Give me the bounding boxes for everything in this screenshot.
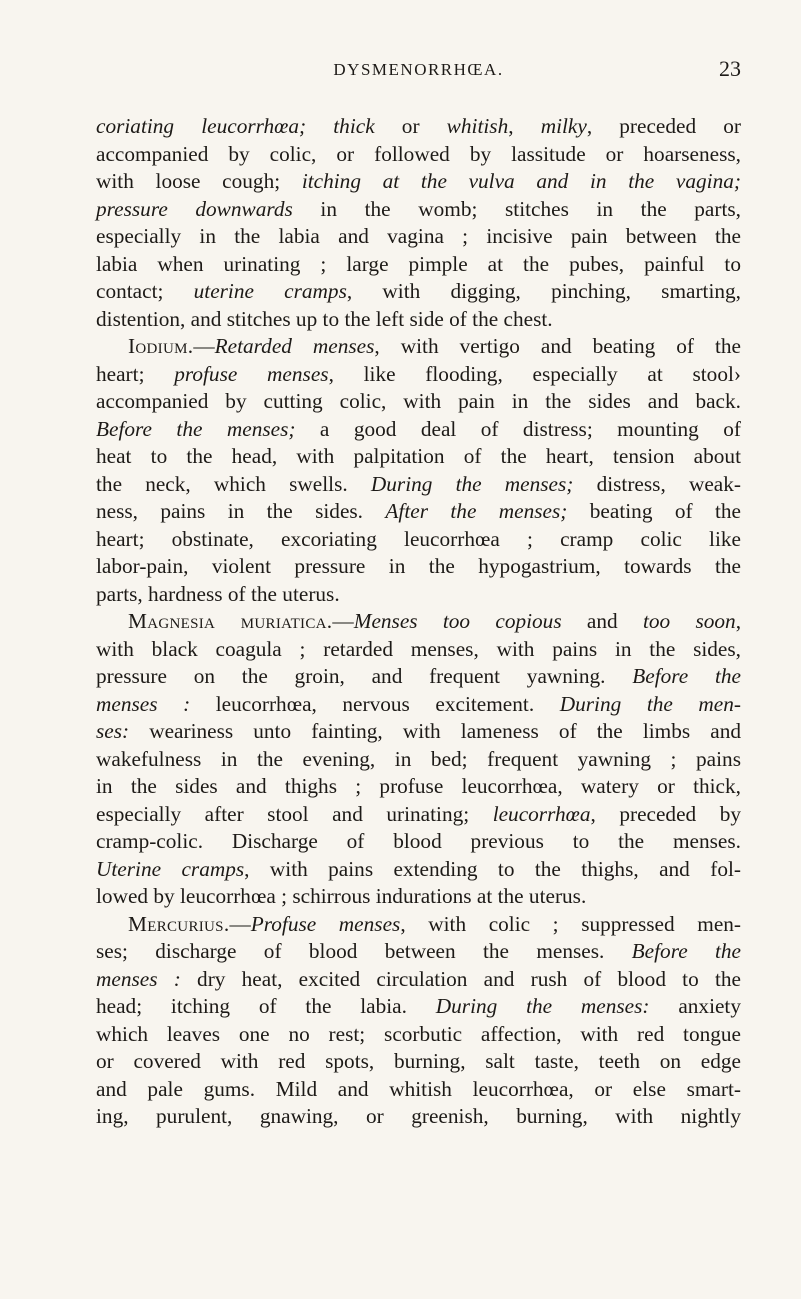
italic-text: During the men- <box>559 691 741 716</box>
text-line <box>96 251 741 279</box>
text-run: — <box>332 609 354 633</box>
italic-text: Uterine cramps <box>96 856 245 881</box>
text-run: parts, hardness of the uterus. <box>96 581 340 606</box>
text-run: labia when urinating ; large pimple at the pubes, painful to <box>96 251 741 276</box>
text-run: ses; discharge of blood between the menses. <box>96 939 632 963</box>
text-line <box>96 1048 741 1076</box>
text-run: which leaves one no rest; scorbutic affection, with red tongue <box>96 1021 741 1046</box>
text-line <box>96 498 741 526</box>
text-run: with loose cough; <box>96 169 302 193</box>
text-run: pressure on the groin, and frequent yawning. <box>96 664 633 688</box>
text-line <box>96 801 741 829</box>
italic-text: Before the <box>631 939 741 963</box>
text-run: distress, weak- <box>573 471 741 496</box>
text-line <box>96 856 741 884</box>
text-run: accompanied by colic, or followed by lassitude or hoarseness, <box>96 141 741 166</box>
text-run: wakefulness in the evening, in bed; frequent yawning ; pains <box>96 746 741 771</box>
text-run: , with colic ; suppressed men- <box>400 911 742 936</box>
italic-text: menses : <box>96 966 181 991</box>
text-run: — <box>193 334 215 358</box>
italic-text: During the menses; <box>370 471 574 496</box>
text-run: — <box>229 911 251 936</box>
text-line <box>96 1076 741 1104</box>
italic-text: too soon <box>642 609 736 633</box>
text-line <box>96 333 741 361</box>
text-line <box>96 828 741 856</box>
remedy-name: Iodium. <box>128 334 194 358</box>
text-run: leucorrhœa, nervous excitement. <box>190 691 560 716</box>
text-line <box>96 526 741 554</box>
text-line <box>96 553 741 581</box>
text-run: lowed by leucorrhœa ; schirrous indurations at the uterus. <box>96 884 587 908</box>
text-run: , <box>508 114 541 138</box>
text-line <box>96 168 741 196</box>
text-run: a good deal of distress; mounting of <box>295 416 742 441</box>
italic-text: coriating leucorrhœa; thick <box>96 114 375 138</box>
italic-text: milky <box>540 114 587 138</box>
text-run: , preceded or <box>586 114 741 138</box>
text-line <box>96 581 741 609</box>
italic-text: itching at the vulva and in the vagina; <box>301 169 741 193</box>
text-run: with black coagula ; retarded menses, with pains in the sides, <box>96 636 741 661</box>
italic-text: Profuse menses <box>250 911 401 936</box>
text-line <box>96 141 741 169</box>
text-line <box>96 196 741 224</box>
italic-text: ses: <box>96 719 130 743</box>
italic-text: During the menses: <box>435 994 650 1018</box>
text-line <box>96 938 741 966</box>
running-head <box>96 56 741 88</box>
text-run: weariness unto fainting, with lameness of the limbs and <box>129 719 741 743</box>
text-line <box>96 278 741 306</box>
text-line <box>96 993 741 1021</box>
text-run: labor-pain, violent pressure in the hypogastrium, towards the <box>96 554 741 578</box>
text-run: head; itching of the labia. <box>96 994 436 1018</box>
running-title: DYSMENORRHŒA. <box>333 60 504 79</box>
text-line <box>96 361 741 389</box>
text-run: , with pains extending to the thighs, and fol- <box>244 856 741 881</box>
text-run: in the womb; stitches in the parts, <box>292 196 741 221</box>
text-run: beating of the <box>567 499 741 523</box>
text-run: or <box>374 114 447 138</box>
text-run: heart; obstinate, excoriating leucorrhœa ; cramp colic like <box>96 526 741 551</box>
text-run: dry heat, excited circulation and rush of blood to the <box>180 966 741 991</box>
text-line <box>96 966 741 994</box>
text-line <box>96 636 741 664</box>
italic-text: After the menses; <box>385 499 568 523</box>
italic-text: Before the menses; <box>96 416 296 441</box>
text-run: or covered with red spots, burning, salt taste, teeth on edge <box>96 1049 741 1073</box>
italic-text: pressure downwards <box>96 196 293 221</box>
text-line <box>96 1021 741 1049</box>
text-line <box>96 911 741 939</box>
text-run: in the sides and thighs ; profuse leucorrhœa, watery or thick, <box>96 774 741 798</box>
text-run: , with vertigo and beating of the <box>374 334 741 358</box>
italic-text: menses : <box>96 691 191 716</box>
text-line <box>96 443 741 471</box>
text-line <box>96 746 741 774</box>
text-line <box>96 663 741 691</box>
text-line <box>96 773 741 801</box>
text-run: the neck, which swells. <box>96 471 371 496</box>
italic-text: Menses too copious <box>353 609 562 633</box>
text-run: and <box>561 609 643 633</box>
body-text <box>96 113 741 1131</box>
text-run: especially in the labia and vagina ; incisive pain between the <box>96 224 741 248</box>
text-line <box>96 883 741 911</box>
text-line <box>96 223 741 251</box>
text-line <box>96 306 741 334</box>
italic-text: leucorrhœa <box>492 801 591 826</box>
remedy-name: Magnesia muriatica. <box>128 609 333 633</box>
text-run: ing, purulent, gnawing, or greenish, burning, with nightly <box>96 1104 741 1128</box>
text-line <box>96 471 741 499</box>
italic-text: uterine cramps <box>193 279 347 303</box>
text-run: accompanied by cutting colic, with pain in the sides and back. <box>96 389 741 413</box>
text-run: ness, pains in the sides. <box>96 499 386 523</box>
text-run: distention, and stitches up to the left side of the chest. <box>96 306 553 331</box>
text-run: heart; <box>96 361 175 386</box>
text-line <box>96 416 741 444</box>
text-line <box>96 608 741 636</box>
text-run: contact; <box>96 279 194 303</box>
text-line <box>96 388 741 416</box>
italic-text: Before the <box>632 664 741 688</box>
italic-text: Retarded menses <box>214 334 375 358</box>
text-run: , with digging, pinching, smarting, <box>346 279 742 303</box>
page-number: 23 <box>719 56 741 81</box>
italic-text: whitish <box>446 114 509 138</box>
text-run: heat to the head, with palpitation of the heart, tension about <box>96 444 741 468</box>
italic-text: profuse menses <box>174 361 329 386</box>
text-run: , like flooding, especially at stool› <box>328 361 741 386</box>
text-run: especially after stool and urinating; <box>96 801 493 826</box>
text-line <box>96 113 741 141</box>
text-run: , <box>735 609 742 633</box>
text-line <box>96 691 741 719</box>
text-run: , preceded by <box>590 801 741 826</box>
text-run: cramp-colic. Discharge of blood previous to the menses. <box>96 829 741 853</box>
remedy-name: Mercurius. <box>128 911 230 936</box>
text-run: anxiety <box>649 994 742 1018</box>
text-run: and pale gums. Mild and whitish leucorrhœa, or else smart- <box>96 1076 741 1101</box>
text-line <box>96 1103 741 1131</box>
text-line <box>96 718 741 746</box>
